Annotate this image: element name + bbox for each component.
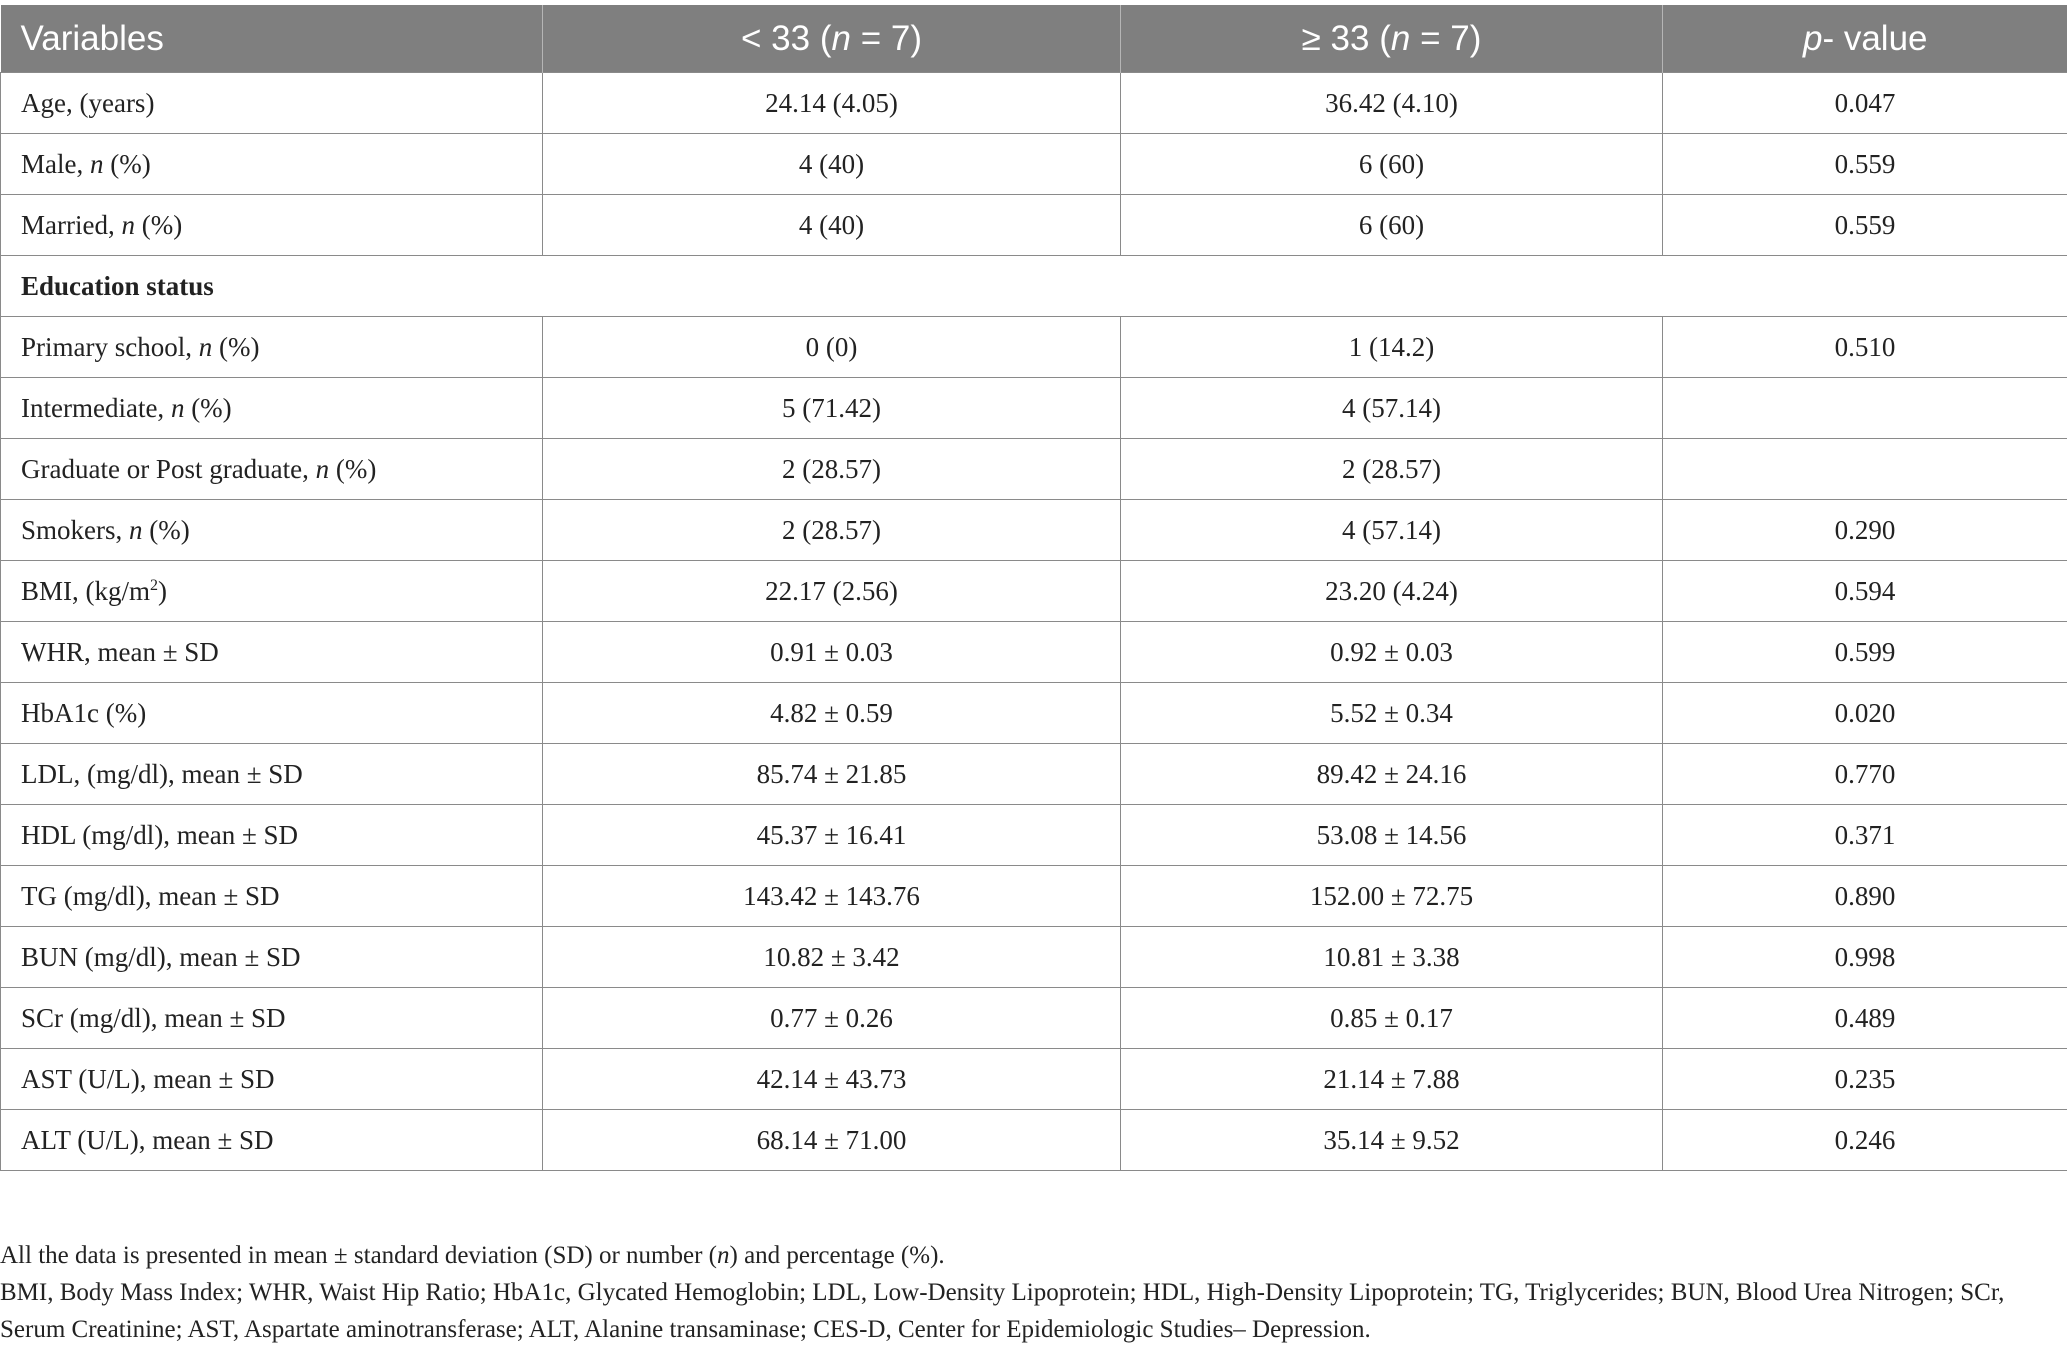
variable-label (1, 195, 543, 256)
table-row (1, 1049, 2067, 1110)
variable-label-text: Age, (years) (21, 87, 155, 118)
cell-group-33-plus: 36.42 (4.10) (1121, 73, 1663, 134)
cell-p-value: 0.599 (1663, 622, 2067, 683)
cell-p-value: 0.594 (1663, 561, 2067, 622)
cell-p-value: 0.489 (1663, 988, 2067, 1049)
variable-label (1, 73, 543, 134)
table-row (1, 622, 2067, 683)
variable-label-text: WHR, mean ± SD (21, 636, 219, 667)
variable-label-suffix: (%) (329, 453, 377, 484)
header-p-value (1663, 5, 2067, 73)
footnote-abbreviations: BMI, Body Mass Index; WHR, Waist Hip Ratio; HbA1c, Glycated Hemoglobin; LDL, Low-Density Lipoprotein; HDL, High-Density Lipoprotein; TG, Triglycerides; BUN, Blood Urea Nitrogen; SCr, Serum Creatinine; AST, Aspartate aminotransferase; ALT, Alanine transaminase; CES-D, Center for Epidemiologic Studies– Depression. (0, 1279, 2005, 1343)
variable-label-suffix: (%) (103, 148, 151, 179)
cell-group-33-plus: 6 (60) (1121, 195, 1663, 256)
variable-label-text: HDL (mg/dl), mean ± SD (21, 819, 299, 850)
variable-label-n: n (170, 392, 185, 423)
variable-label (1, 378, 543, 439)
cell-p-value: 0.998 (1663, 927, 2067, 988)
cell-p-value: 0.047 (1663, 73, 2067, 134)
variable-label (1, 134, 543, 195)
header-variables: Variables (1, 5, 543, 73)
variable-label-suffix: (%) (134, 209, 183, 240)
variable-label (1, 1049, 543, 1110)
cell-group-33-plus: 152.00 ± 72.75 (1121, 866, 1663, 927)
variable-label-n: n (198, 331, 213, 362)
table-row (1, 439, 2067, 500)
cell-p-value: 0.510 (1663, 317, 2067, 378)
cell-p-value (1663, 378, 2067, 439)
header-group-under-33-post: = 7) (850, 18, 922, 58)
cell-group-under-33: 143.42 ± 143.76 (543, 866, 1121, 927)
variable-label-text: BUN (mg/dl), mean ± SD (21, 941, 301, 972)
variable-label-suffix: ) (158, 575, 168, 606)
cell-p-value: 0.235 (1663, 1049, 2067, 1110)
table-row (1, 317, 2067, 378)
header-group-under-33 (543, 5, 1121, 73)
variable-label-n: n (129, 514, 143, 545)
variable-label-text: BMI, (kg/m (21, 575, 151, 606)
cell-group-33-plus: 0.92 ± 0.03 (1121, 622, 1663, 683)
variable-label-suffix: (%) (184, 392, 232, 423)
header-p-rest: - value (1822, 18, 1928, 58)
cell-group-under-33: 4.82 ± 0.59 (543, 683, 1121, 744)
table-footnotes (0, 1237, 2040, 1348)
cell-group-33-plus: 4 (57.14) (1121, 378, 1663, 439)
cell-group-under-33: 10.82 ± 3.42 (543, 927, 1121, 988)
table-row (1, 805, 2067, 866)
variable-label (1, 988, 543, 1049)
variable-label-text: AST (U/L), mean ± SD (21, 1063, 275, 1094)
section-heading: Education status (1, 256, 2067, 317)
variable-label (1, 561, 543, 622)
cell-p-value (1663, 439, 2067, 500)
cell-group-33-plus: 1 (14.2) (1121, 317, 1663, 378)
cell-group-33-plus: 53.08 ± 14.56 (1121, 805, 1663, 866)
header-group-33-plus-post: = 7) (1410, 18, 1482, 58)
results-table (0, 5, 2067, 1171)
variable-label (1, 805, 543, 866)
cell-group-33-plus: 0.85 ± 0.17 (1121, 988, 1663, 1049)
cell-p-value: 0.020 (1663, 683, 2067, 744)
cell-group-under-33: 42.14 ± 43.73 (543, 1049, 1121, 1110)
cell-group-under-33: 24.14 (4.05) (543, 73, 1121, 134)
variable-label (1, 500, 543, 561)
variable-label-n: n (89, 148, 104, 179)
cell-p-value: 0.246 (1663, 1110, 2067, 1171)
variable-label-text: SCr (mg/dl), mean ± SD (21, 1002, 286, 1033)
variable-label (1, 683, 543, 744)
cell-group-under-33: 85.74 ± 21.85 (543, 744, 1121, 805)
table-row (1, 683, 2067, 744)
results-table-container (0, 5, 2067, 1171)
footnote-1-a: All the data is presented in mean ± standard deviation (SD) or number ( (0, 1242, 717, 1269)
cell-group-under-33: 4 (40) (543, 134, 1121, 195)
table-row (1, 256, 2067, 317)
variable-label-text: Male, (21, 148, 90, 179)
table-row (1, 134, 2067, 195)
variable-label-text: Graduate or Post graduate, (21, 453, 316, 484)
footnote-1-b: ) and percentage (%). (729, 1242, 945, 1269)
cell-p-value: 0.371 (1663, 805, 2067, 866)
cell-group-under-33: 4 (40) (543, 195, 1121, 256)
variable-label-text: Intermediate, (21, 392, 171, 423)
header-group-under-33-pre: < 33 ( (741, 18, 832, 58)
cell-p-value: 0.290 (1663, 500, 2067, 561)
header-p-italic: p (1802, 18, 1823, 58)
table-row (1, 561, 2067, 622)
variable-label-superscript: 2 (150, 576, 159, 594)
cell-p-value: 0.890 (1663, 866, 2067, 927)
cell-group-33-plus: 6 (60) (1121, 134, 1663, 195)
cell-group-under-33: 68.14 ± 71.00 (543, 1110, 1121, 1171)
variable-label-text: Smokers, (21, 514, 129, 545)
cell-group-under-33: 0.91 ± 0.03 (543, 622, 1121, 683)
table-row (1, 1110, 2067, 1171)
cell-group-under-33: 45.37 ± 16.41 (543, 805, 1121, 866)
table-row (1, 744, 2067, 805)
cell-group-under-33: 0 (0) (543, 317, 1121, 378)
cell-group-under-33: 0.77 ± 0.26 (543, 988, 1121, 1049)
footnote-data-presentation (0, 1237, 2040, 1274)
cell-group-33-plus: 89.42 ± 24.16 (1121, 744, 1663, 805)
cell-group-33-plus: 21.14 ± 7.88 (1121, 1049, 1663, 1110)
variable-label (1, 866, 543, 927)
variable-label (1, 439, 543, 500)
variable-label-suffix: (%) (212, 331, 260, 362)
variable-label-text: LDL, (mg/dl), mean ± SD (21, 758, 303, 789)
variable-label-text: Married, (21, 209, 122, 240)
cell-p-value: 0.559 (1663, 195, 2067, 256)
variable-label (1, 744, 543, 805)
table-row (1, 73, 2067, 134)
cell-group-under-33: 5 (71.42) (543, 378, 1121, 439)
footnote-1-n: n (717, 1242, 730, 1269)
cell-group-33-plus: 4 (57.14) (1121, 500, 1663, 561)
variable-label-suffix: (%) (142, 514, 190, 545)
variable-label-text: Primary school, (21, 331, 199, 362)
variable-label (1, 622, 543, 683)
variable-label-text: ALT (U/L), mean ± SD (21, 1124, 274, 1155)
table-row (1, 988, 2067, 1049)
cell-group-under-33: 22.17 (2.56) (543, 561, 1121, 622)
table-body (1, 73, 2067, 1171)
cell-group-33-plus: 2 (28.57) (1121, 439, 1663, 500)
cell-group-33-plus: 23.20 (4.24) (1121, 561, 1663, 622)
variable-label-text: TG (mg/dl), mean ± SD (21, 880, 280, 911)
header-group-under-33-n: n (831, 18, 851, 58)
variable-label-n: n (315, 453, 330, 484)
cell-group-33-plus: 35.14 ± 9.52 (1121, 1110, 1663, 1171)
table-row (1, 195, 2067, 256)
variable-label-text: HbA1c (%) (21, 697, 147, 728)
cell-p-value: 0.770 (1663, 744, 2067, 805)
variable-label (1, 317, 543, 378)
cell-group-33-plus: 5.52 ± 0.34 (1121, 683, 1663, 744)
table-row (1, 866, 2067, 927)
header-group-33-plus (1121, 5, 1663, 73)
cell-group-under-33: 2 (28.57) (543, 500, 1121, 561)
variable-label-n: n (121, 209, 135, 240)
table-row (1, 378, 2067, 439)
table-row (1, 927, 2067, 988)
table-header-row (1, 5, 2067, 73)
cell-p-value: 0.559 (1663, 134, 2067, 195)
cell-group-33-plus: 10.81 ± 3.38 (1121, 927, 1663, 988)
cell-group-under-33: 2 (28.57) (543, 439, 1121, 500)
header-group-33-plus-pre: ≥ 33 ( (1301, 18, 1391, 58)
variable-label (1, 927, 543, 988)
table-row (1, 500, 2067, 561)
header-group-33-plus-n: n (1390, 18, 1411, 58)
variable-label (1, 1110, 543, 1171)
